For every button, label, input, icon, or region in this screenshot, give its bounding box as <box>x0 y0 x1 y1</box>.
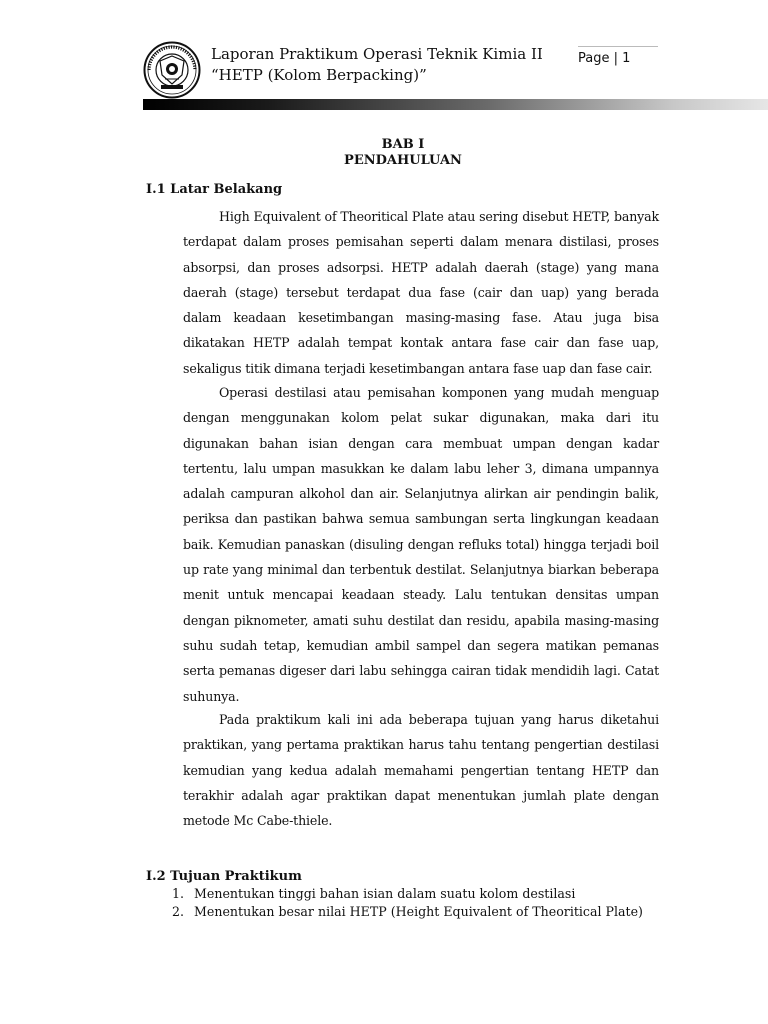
list-item-number: 2. <box>172 904 185 919</box>
header-title-line2: “HETP (Kolom Berpacking)” <box>211 66 427 84</box>
section-heading-latar-belakang: I.1 Latar Belakang <box>146 182 283 197</box>
objectives-list <box>172 885 643 921</box>
paragraph-3: Pada praktikum kali ini ada beberapa tujuan yang harus diketahui praktikan, yang pertama praktikan harus tahu tentang pengertian destilasi kemudian yang kedua adalah memahami pengertian tentang HETP dan terakhir adalah agar praktikan dapat menentukan jumlah plate dengan metode Mc Cabe-thiele. <box>183 712 659 829</box>
paragraph-1: High Equivalent of Theoritical Plate atau sering disebut HETP, banyak terdapat dalam proses pemisahan seperti dalam menara distilasi, proses absorpsi, dan proses adsorpsi. HETP adalah daerah (stage) yang mana daerah (stage) tersebut terdapat dua fase (cair dan uap) yang berada dalam keadaan kesetimbangan masing-masing fase. Atau juga bisa dikatakan HETP adalah tempat kontak antara fase cair dan fase uap, sekaligus titik dimana terjadi kesetimbangan antara fase uap dan fase cair. <box>183 209 659 376</box>
list-item <box>172 885 643 903</box>
report-header-title <box>211 44 543 86</box>
section-heading-tujuan-praktikum: I.2 Tujuan Praktikum <box>146 869 302 884</box>
header-divider-bar <box>143 99 768 110</box>
paragraph-2: Operasi destilasi atau pemisahan komponen yang mudah menguap dengan menggunakan kolom pelat sukar digunakan, maka dari itu digunakan bahan isian dengan cara membuat umpan dengan kadar tertentu, lalu umpan masukkan ke dalam labu leher 3, dimana umpannya adalah campuran alkohol dan air. Selanjutnya alirkan air pendingin balik, periksa dan pastikan bahwa semua sambungan serta lingkungan keadaan baik. Kemudian panaskan (disuling dengan refluks total) hingga terjadi boil up rate yang minimal dan terbentuk destilat. Selanjutnya biarkan beberapa menit untuk mencapai keadaan steady. Lalu tentukan densitas umpan dengan piknometer, amati suhu destilat dan residu, apabila masing-masing suhu sudah tetap, kemudian ambil sampel dan segera matikan pemanas serta pemanas digeser dari labu sehingga cairan tidak mendidih lagi. Catat suhunya. <box>183 385 659 704</box>
chapter-label: BAB I <box>381 137 425 152</box>
university-seal-logo <box>143 41 201 99</box>
page-number-label: Page | 1 <box>578 51 631 66</box>
list-item <box>172 903 643 921</box>
list-item-number: 1. <box>172 886 185 901</box>
header-title-line1: Laporan Praktikum Operasi Teknik Kimia II <box>211 45 543 63</box>
list-item-text: Menentukan besar nilai HETP (Height Equivalent of Theoritical Plate) <box>194 904 643 919</box>
chapter-title: PENDAHULUAN <box>344 153 462 168</box>
list-item-text: Menentukan tinggi bahan isian dalam suatu kolom destilasi <box>194 886 576 901</box>
page-number <box>578 46 658 66</box>
